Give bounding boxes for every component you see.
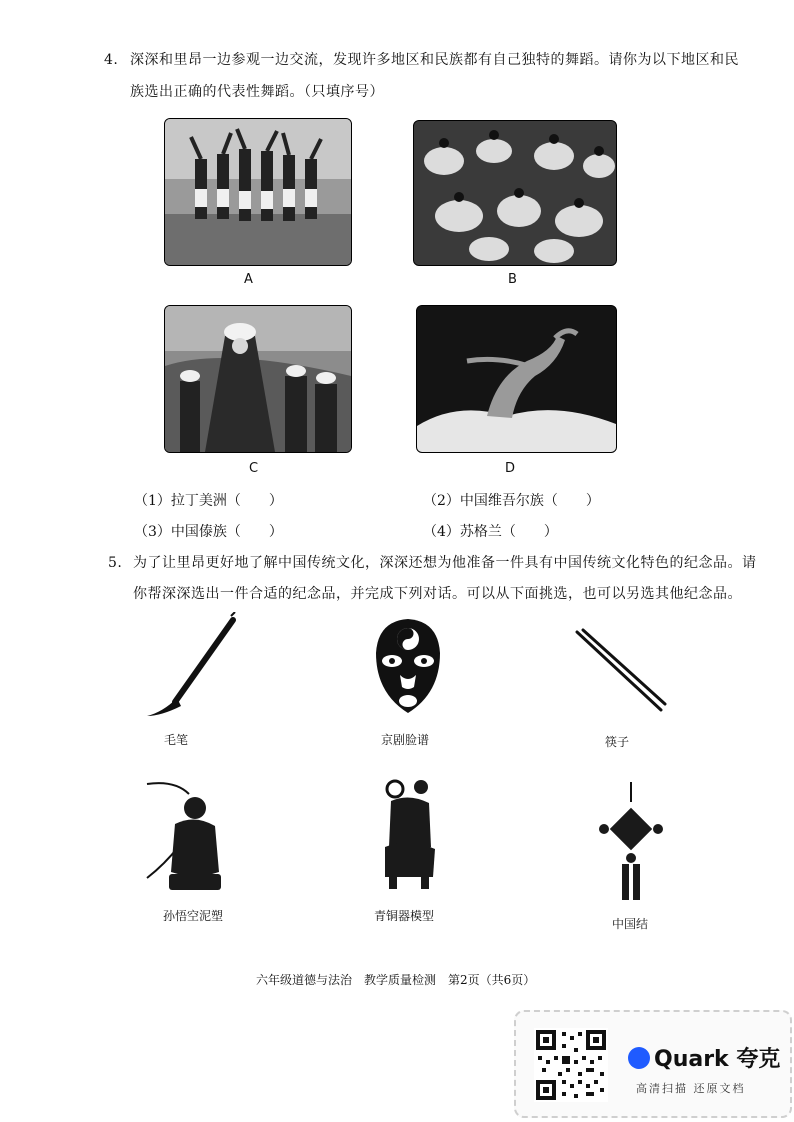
dance-photo-d (416, 305, 617, 453)
qr-code-icon (534, 1028, 608, 1102)
blank-4-scotland[interactable]: （4）苏格兰（ ） (423, 524, 558, 540)
blank-3-dai[interactable]: （3）中国傣族（ ） (134, 524, 283, 540)
dance-photo-a (164, 118, 352, 266)
item-label-bronze-model: 青铜器模型 (374, 909, 435, 923)
photo-b-label: B (508, 272, 517, 287)
dance-photo-c (164, 305, 352, 453)
chinese-knot-icon (596, 780, 666, 905)
question-5-text-line2: 你帮深深选出一件合适的纪念品，并完成下列对话。可以从下面挑选，也可以另选其他纪念品。 (133, 586, 742, 602)
question-5-number: 5. (108, 555, 123, 571)
question-5-text-line1: 为了让里昂更好地了解中国传统文化，深深还想为他准备一件具有中国传统文化特色的纪念品。请 (133, 555, 757, 571)
item-label-chinese-knot: 中国结 (612, 917, 649, 931)
brush-icon (145, 612, 240, 722)
clay-figure-icon (145, 780, 225, 895)
photo-c-label: C (249, 461, 259, 476)
page-footer: 六年级道德与法治 教学质量检测 第2页（共6页） (256, 973, 536, 987)
photo-d-label: D (505, 461, 516, 476)
item-label-clay-figure: 孙悟空泥塑 (163, 909, 224, 923)
opera-mask-icon (374, 617, 442, 715)
blank-2-uyghur[interactable]: （2）中国维吾尔族（ ） (423, 493, 600, 509)
question-4-text-line2: 族选出正确的代表性舞蹈。（只填序号） (130, 84, 384, 100)
item-label-opera-mask: 京剧脸谱 (381, 733, 430, 747)
item-label-brush: 毛笔 (164, 733, 189, 747)
question-4-text-line1: 深深和里昂一边参观一边交流，发现许多地区和民族都有自己独特的舞蹈。请你为以下地区和民 (130, 52, 739, 68)
bronze-model-icon (381, 777, 437, 892)
question-4-number: 4. (104, 52, 119, 68)
quark-logo-icon (628, 1047, 650, 1069)
photo-a-label: A (244, 272, 253, 287)
quark-brand: Quark 夸克 (628, 1042, 780, 1073)
dance-photo-b (413, 120, 617, 266)
quark-tagline: 高清扫描 还原文档 (636, 1082, 746, 1095)
chopsticks-icon (573, 628, 668, 720)
blank-1-latin-america[interactable]: （1）拉丁美洲（ ） (134, 493, 283, 509)
item-label-chopsticks: 筷子 (605, 735, 630, 749)
quark-watermark (514, 1010, 792, 1118)
